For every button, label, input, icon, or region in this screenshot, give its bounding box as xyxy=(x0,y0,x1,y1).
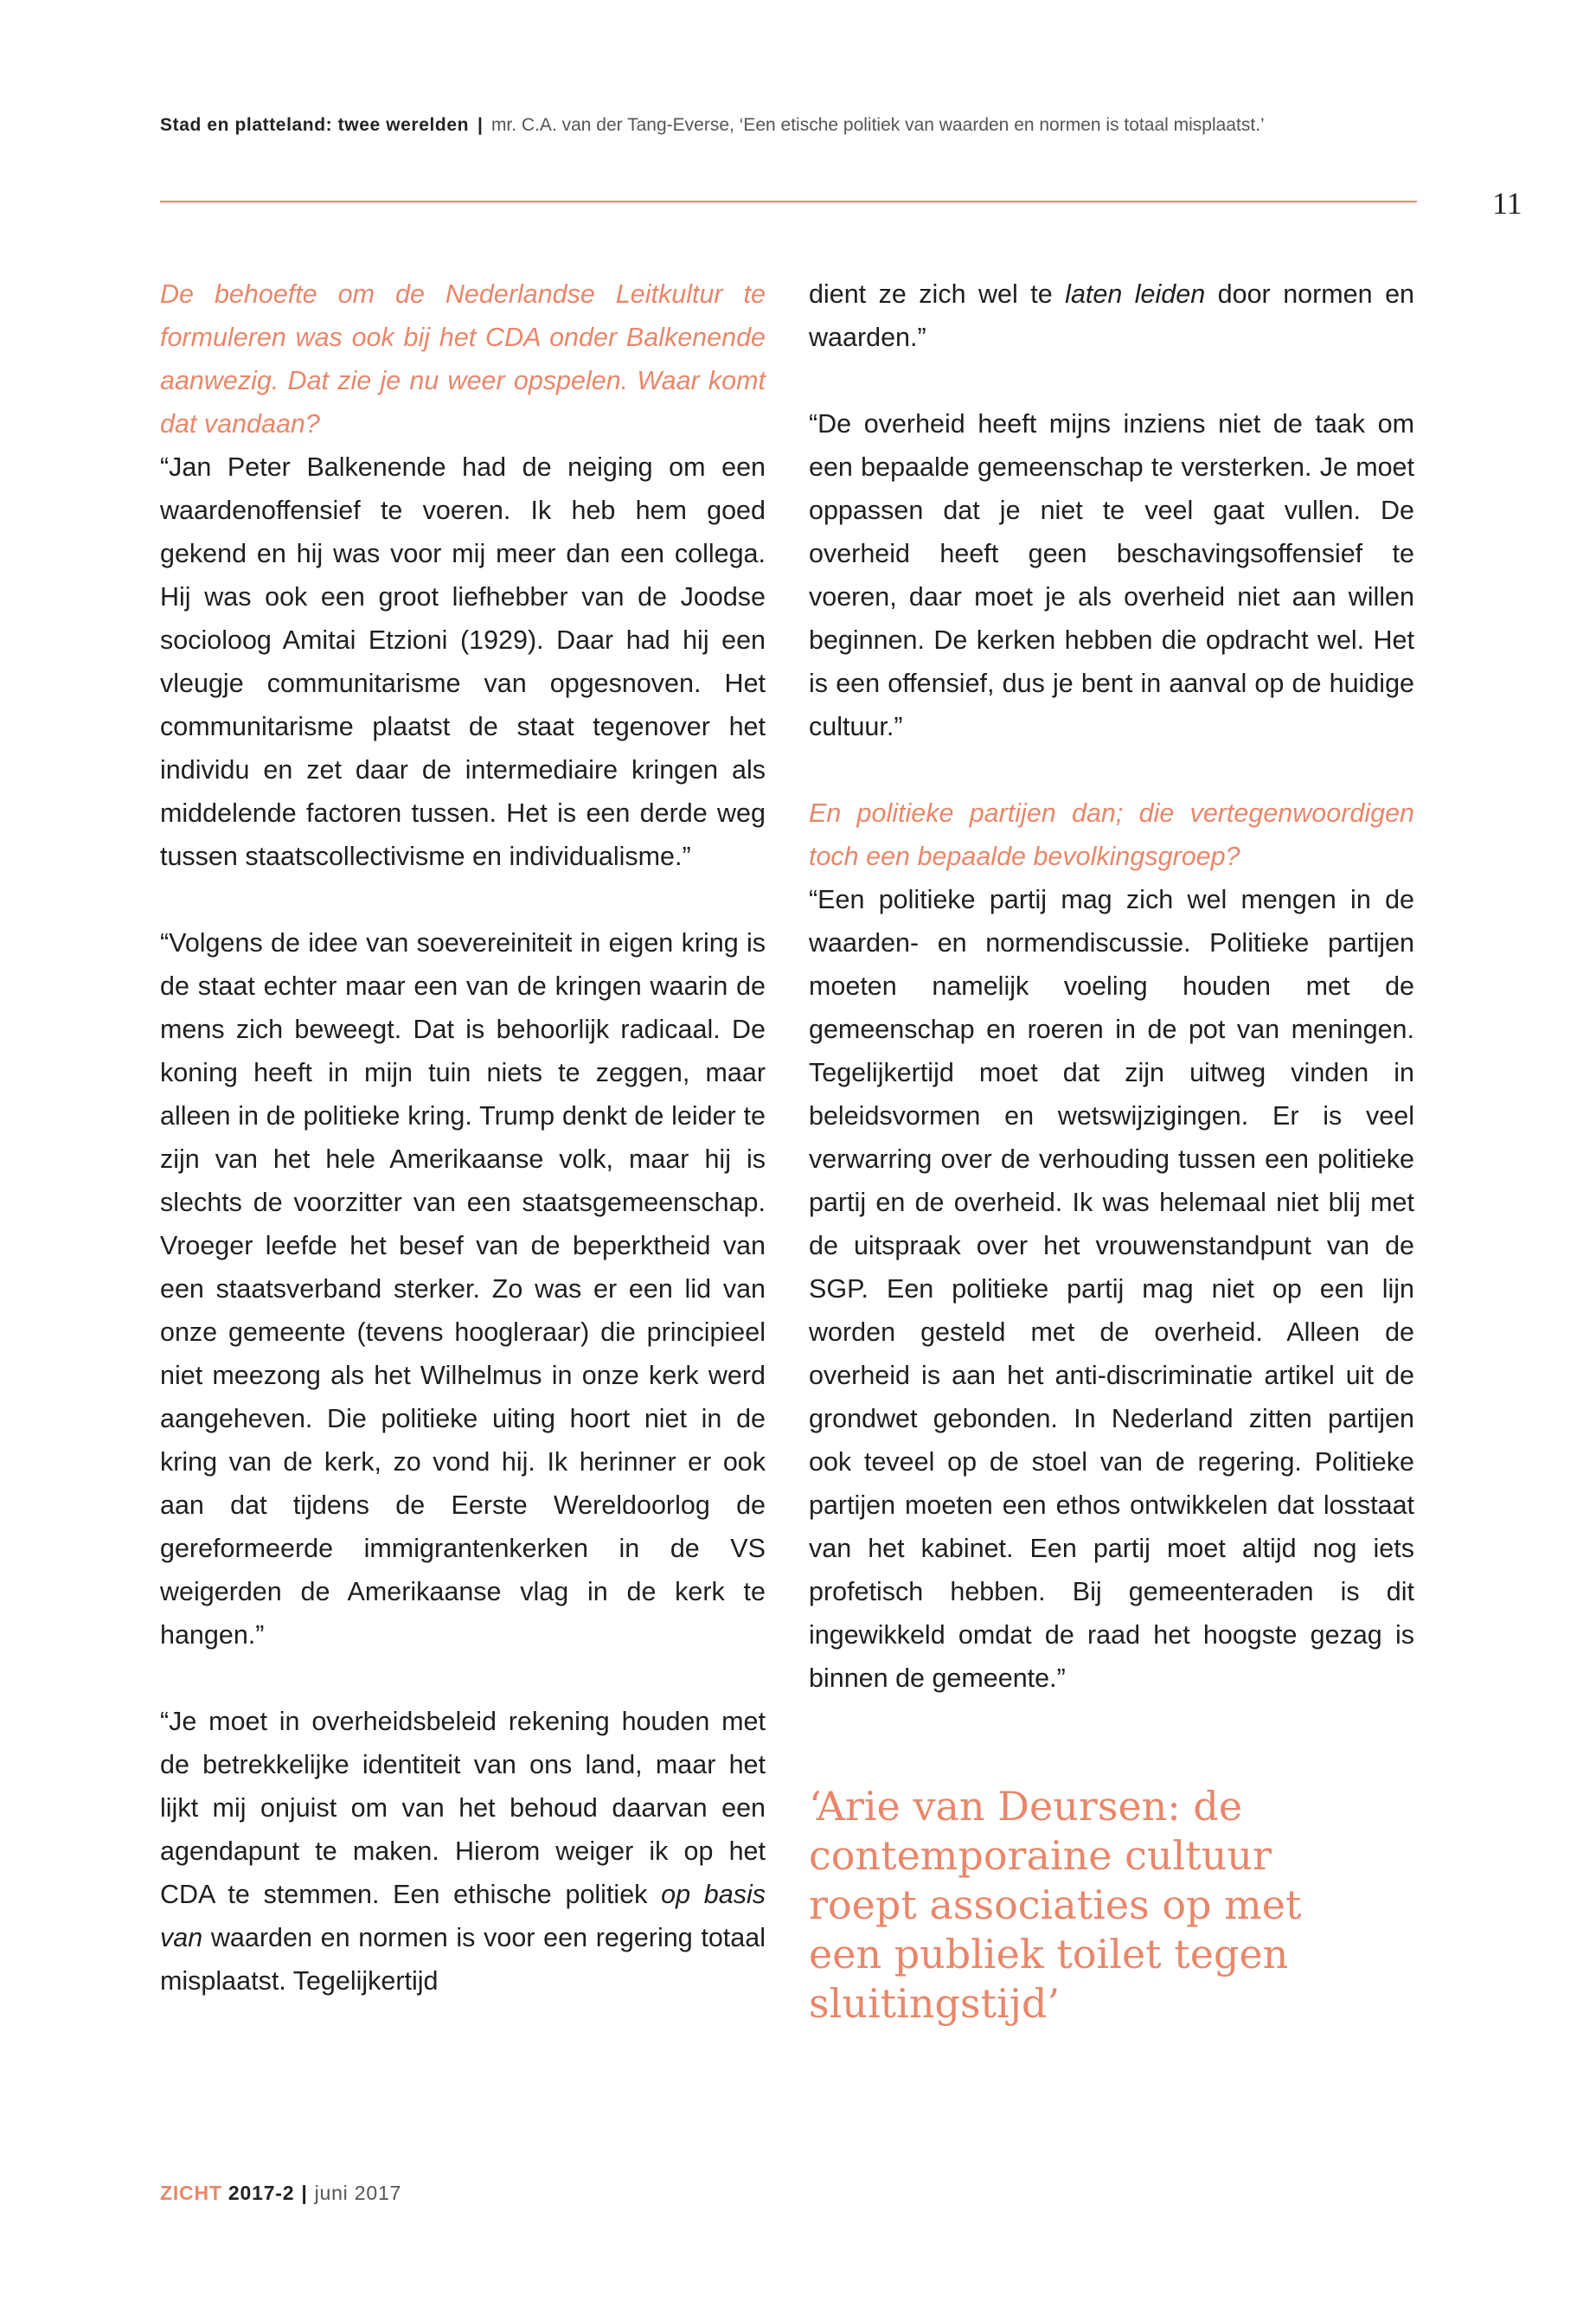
header-rule xyxy=(160,201,1417,202)
interview-answer: “Een politieke partij mag zich wel mengen in de waarden- en normendiscussie. Politieke partijen moeten namelijk voeling houden met de gemeenschap en roeren in de pot van meningen. Tegelijkertijd moet dat zijn uitweg vinden in beleidsvormen en wetswijzigingen. Er is veel verwarring over de verhouding tussen een politieke partij en de overheid. Ik was helemaal niet blij met de uitspraak over het vrouwenstandpunt van de SGP. Een politieke partij mag niet op een lijn worden gesteld met de overheid. Alleen de overheid is aan het anti-discriminatie artikel uit de grondwet gebonden. In Nederland zitten partijen ook teveel op de stoel van de regering. Politieke partijen moeten een ethos ontwikkelen dat losstaat van het kabinet. Een partij moet altijd nog iets profetisch hebben. Bij gemeenteraden is dit ingewikkeld omdat de raad het hoogste gezag is binnen de gemeente.” xyxy=(809,885,1414,1693)
footer-separator: | xyxy=(301,2182,308,2204)
issue-date: juni 2017 xyxy=(314,2182,402,2204)
emphasis-text: laten leiden xyxy=(1065,279,1206,309)
interview-answer: “Volgens de idee van soevereiniteit in eigen kring is de staat echter maar een van de kringen waarin de mens zich beweegt. Dat is behoorlijk radicaal. De koning heeft in mijn tuin niets te zeggen, maar alleen in de politieke kring. Trump denkt de leider te zijn van het hele Amerikaanse volk, maar hij is slechts de voorzitter van een staatsgemeenschap. Vroeger leefde het besef van de beperktheid van een staatsverband sterker. Zo was er een lid van onze gemeente (tevens hoogleraar) die principieel niet meezong als het Wilhelmus in onze kerk werd aangeheven. Die politieke uiting hoort niet in de kring van de kerk, zo vond hij. Ik herinner er ook aan dat tijdens de Eerste Wereldoorlog de gereformeerde immigrantenkerken in de VS weigerden de Amerikaanse vlag in de kerk te hangen.” xyxy=(160,928,766,1650)
left-column xyxy=(160,272,766,2003)
magazine-name: ZICHT xyxy=(160,2182,222,2204)
interview-answer: “Jan Peter Balkenende had de neiging om een waardenoffensief te voeren. Ik heb hem goed gekend en hij was voor mij meer dan een collega. Hij was ook een groot liefhebber van de Joodse socioloog Amitai Etzioni (1929). Daar had hij een vleugje communitarisme van opgesnoven. Het communitarisme plaatst de staat tegenover het individu en zet daar de intermediaire kringen als middelende factoren tussen. Het is een derde weg tussen staatscollectivisme en individualisme.” xyxy=(160,452,766,871)
article-byline: mr. C.A. van der Tang-Everse, ‘Een etische politiek van waarden en normen is totaal misplaatst.’ xyxy=(490,115,1265,135)
header-separator: | xyxy=(478,115,483,135)
pull-quote: ‘Arie van Deursen: de contemporaine cultuur roept associaties op met een publiek toilet tegen sluitingstijd’ xyxy=(809,1783,1302,2027)
right-column xyxy=(809,272,1414,1700)
answer-text: door normen en waarden.” xyxy=(809,279,1415,352)
page-number: 11 xyxy=(1492,186,1522,221)
interview-answer xyxy=(160,1700,766,2003)
series-title: Stad en platteland: twee werelden xyxy=(160,115,470,135)
answer-text: “Je moet in overheidsbeleid rekening houden met de betrekkelijke identiteit van ons land, maar het lijkt mij onjuist om van het behoud daarvan een agendapunt te maken. Hierom weiger ik op het CDA te stemmen. Een ethische politiek xyxy=(160,1707,766,1909)
running-header xyxy=(160,112,1423,138)
issue-number: 2017-2 xyxy=(228,2182,295,2204)
interview-answer-continued xyxy=(809,272,1414,359)
answer-text: waarden en normen is voor een regering totaal misplaatst. Tegelijkertijd xyxy=(160,1923,766,1996)
interview-answer: “De overheid heeft mijns inziens niet de taak om een bepaalde gemeenschap te versterken. Je moet oppassen dat je niet te veel gaat vullen. De overheid heeft geen beschavingsoffensief te voeren, daar moet je als overheid niet aan willen beginnen. De kerken hebben die opdracht wel. Het is een offensief, dus je bent in aanval op de huidige cultuur.” xyxy=(809,409,1414,741)
interview-question: De behoefte om de Nederlandse Leitkultur te formuleren was ook bij het CDA onder Balkenende aanwezig. Dat zie je nu weer opspelen. Waar komt dat vandaan? xyxy=(160,279,766,439)
emphasis-text: op basis van xyxy=(160,1880,766,1952)
page-footer xyxy=(160,2180,401,2206)
interview-question: En politieke partijen dan; die vertegenwoordigen toch een bepaalde bevolkingsgroep? xyxy=(809,798,1414,871)
answer-text: dient ze zich wel te xyxy=(809,279,1053,309)
